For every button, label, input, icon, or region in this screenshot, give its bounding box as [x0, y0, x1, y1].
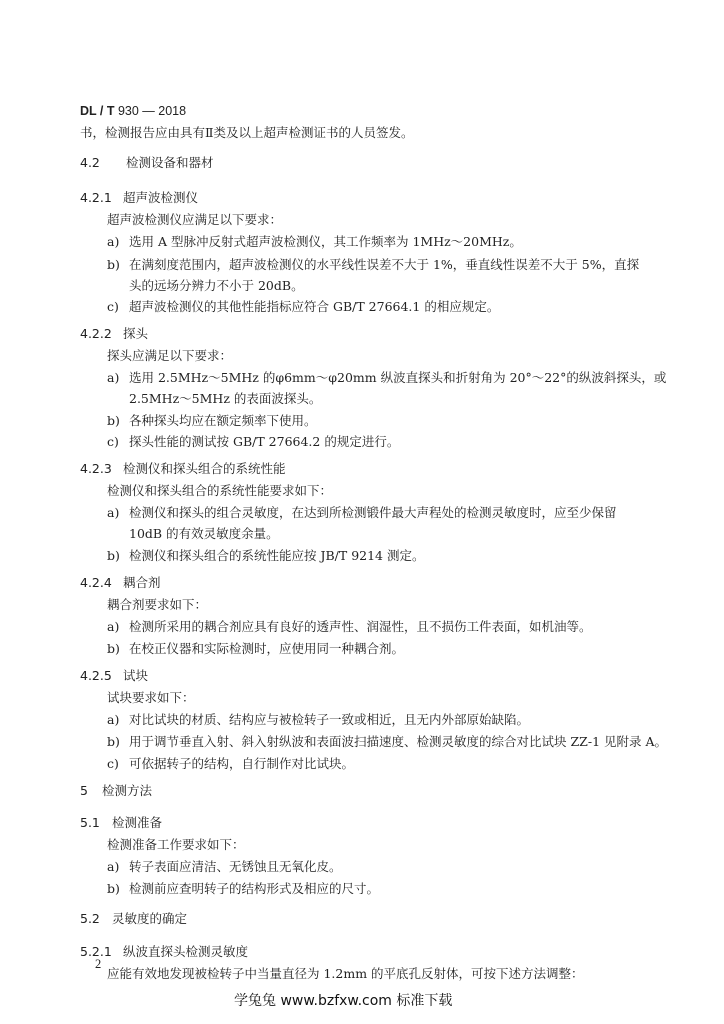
section-number: 5.2	[80, 911, 100, 926]
list-marker: a)	[107, 859, 120, 874]
section-heading	[80, 461, 286, 477]
list-item	[107, 712, 529, 728]
paragraph-line	[129, 391, 321, 407]
paragraph-line	[129, 278, 304, 294]
list-item	[107, 434, 399, 450]
line-text: 检测所采用的耦合剂应具有良好的透声性、润湿性，且不损伤工件表面，如机油等。	[129, 619, 592, 634]
section-title: 耦合剂	[123, 575, 161, 590]
line-text: 应能有效地发现被检转子中当量直径为 1.2mm 的平底孔反射体，可按下述方法调整：	[107, 966, 584, 981]
list-item	[107, 859, 342, 875]
list-marker: a)	[107, 619, 120, 634]
section-number: 4.2.1	[80, 190, 112, 205]
paragraph-line	[107, 966, 584, 982]
line-text: 超声波检测仪应满足以下要求：	[107, 212, 283, 227]
line-text: 耦合剂要求如下：	[107, 597, 208, 612]
page-number: 2	[95, 957, 102, 971]
list-marker: b)	[107, 734, 120, 749]
line-text: 检测仪和探头的组合灵敏度，在达到所检测锻件最大声程处的检测灵敏度时，应至少保留	[129, 505, 617, 520]
line-text: 对比试块的材质、结构应与被检转子一致或相近，且无内外部原始缺陷。	[129, 712, 530, 727]
list-item	[107, 734, 667, 750]
paragraph-line	[107, 483, 332, 499]
list-marker: b)	[107, 881, 120, 896]
section-title: 探头	[123, 326, 149, 341]
line-text: 用于调节垂直入射、斜入射纵波和表面波扫描速度、检测灵敏度的综合对比试块 ZZ-1 见附录 A。	[129, 734, 667, 749]
line-text: 检测准备工作要求如下：	[107, 837, 245, 852]
paragraph-line	[107, 212, 282, 228]
list-item	[107, 234, 522, 250]
list-marker: a)	[107, 234, 120, 249]
section-heading	[80, 326, 148, 342]
section-title: 检测准备	[112, 815, 163, 830]
section-title: 检测方法	[102, 783, 153, 798]
list-marker: b)	[107, 413, 120, 428]
section-title: 试块	[123, 668, 149, 683]
list-item	[107, 505, 617, 521]
list-item	[107, 370, 666, 386]
section-number: 4.2.4	[80, 575, 112, 590]
paragraph-line	[107, 690, 195, 706]
line-text: 10dB 的有效灵敏度余量。	[129, 526, 279, 541]
line-text: 转子表面应清洁、无锈蚀且无氧化皮。	[129, 859, 342, 874]
section-heading	[80, 190, 198, 206]
footer-watermark: 学兔兔 www.bzfxw.com 标准下载	[234, 993, 453, 1009]
section-title: 检测仪和探头组合的系统性能	[123, 461, 286, 476]
list-marker: c)	[107, 299, 119, 314]
line-text: 头的远场分辨力不小于 20dB。	[129, 278, 304, 293]
paragraph-line	[129, 526, 279, 542]
line-text: 超声波检测仪的其他性能指标应符合 GB/T 27664.1 的相应规定。	[129, 299, 500, 314]
list-item	[107, 881, 379, 897]
list-marker: c)	[107, 434, 119, 449]
section-number: 5.2.1	[80, 944, 112, 959]
standard-code-prefix: DL / T	[80, 104, 115, 118]
list-marker: b)	[107, 641, 120, 656]
list-item	[107, 619, 592, 635]
list-marker: b)	[107, 257, 120, 272]
section-title: 灵敏度的确定	[112, 911, 188, 926]
section-heading	[80, 911, 187, 927]
list-item	[107, 299, 499, 315]
line-text: 书，检测报告应由具有Ⅱ类及以上超声检测证书的人员签发。	[80, 125, 414, 140]
list-marker: a)	[107, 370, 120, 385]
section-heading	[80, 815, 162, 831]
list-marker: c)	[107, 756, 119, 771]
section-number: 4.2	[80, 155, 100, 170]
line-text: 试块要求如下：	[107, 690, 195, 705]
section-title: 超声波检测仪	[123, 190, 199, 205]
line-text: 探头应满足以下要求：	[107, 348, 233, 363]
list-item	[107, 756, 354, 772]
section-heading	[80, 155, 214, 171]
line-text: 选用 2.5MHz～5MHz 的φ6mm～φ20mm 纵波直探头和折射角为 20°～22°的纵波斜探头，或	[129, 370, 667, 385]
list-marker: b)	[107, 548, 120, 563]
line-text: 检测仪和探头组合的系统性能应按 JB/T 9214 测定。	[129, 548, 425, 563]
section-number: 4.2.5	[80, 668, 112, 683]
standard-code-header	[80, 103, 186, 119]
line-text: 检测仪和探头组合的系统性能要求如下：	[107, 483, 333, 498]
line-text: 选用 A 型脉冲反射式超声波检测仪，其工作频率为 1MHz～20MHz。	[129, 234, 522, 249]
section-heading	[80, 944, 248, 960]
line-text: 2.5MHz～5MHz 的表面波探头。	[129, 391, 322, 406]
list-item	[107, 548, 424, 564]
list-marker: a)	[107, 505, 120, 520]
line-text: 在校正仪器和实际检测时，应使用同一种耦合剂。	[129, 641, 405, 656]
paragraph-line	[80, 125, 414, 141]
list-marker: a)	[107, 712, 120, 727]
section-heading	[80, 575, 161, 591]
section-number: 4.2.3	[80, 461, 112, 476]
line-text: 在满刻度范围内，超声波检测仪的水平线性误差不大于 1%，垂直线性误差不大于 5%，直探	[129, 257, 640, 272]
standard-code-number: 930 — 2018	[114, 104, 187, 118]
section-heading	[80, 668, 148, 684]
section-number: 5	[80, 783, 88, 798]
section-title: 检测设备和器材	[126, 155, 214, 170]
section-heading	[80, 783, 152, 799]
paragraph-line	[107, 597, 207, 613]
list-item	[107, 257, 639, 273]
section-number: 5.1	[80, 815, 100, 830]
section-number: 4.2.2	[80, 326, 112, 341]
paragraph-line	[107, 837, 245, 853]
paragraph-line	[107, 348, 232, 364]
section-title: 纵波直探头检测灵敏度	[123, 944, 249, 959]
line-text: 各种探头均应在额定频率下使用。	[129, 413, 317, 428]
line-text: 可依据转子的结构，自行制作对比试块。	[129, 756, 355, 771]
list-item	[107, 413, 317, 429]
list-item	[107, 641, 404, 657]
line-text: 探头性能的测试按 GB/T 27664.2 的规定进行。	[129, 434, 400, 449]
line-text: 检测前应查明转子的结构形式及相应的尺寸。	[129, 881, 380, 896]
